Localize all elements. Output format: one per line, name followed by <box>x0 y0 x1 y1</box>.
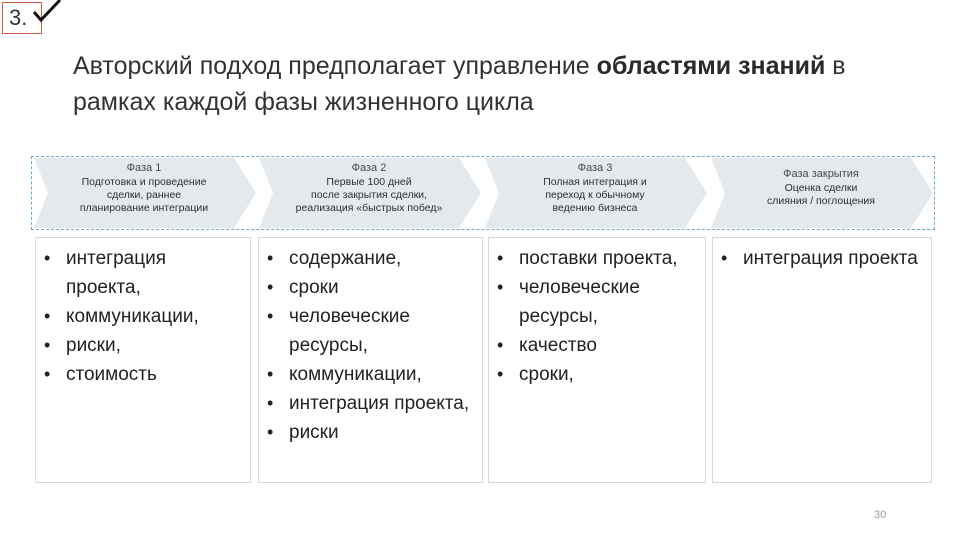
phase-1-line-2: сделки, раннее <box>106 189 182 201</box>
bullet-list <box>489 238 705 389</box>
list-item: • интеграция проекта, <box>66 244 246 302</box>
title-bold: областями знаний <box>596 52 826 80</box>
phase-1-line-1: Подготовка и проведение <box>81 176 207 188</box>
list-item: • содержание, <box>289 244 478 273</box>
list-item: • человеческие ресурсы, <box>519 273 701 331</box>
page-number: 30 <box>874 509 887 521</box>
phase-3-line-3: ведению бизнеса <box>552 202 638 214</box>
bullet-list <box>36 238 250 389</box>
phase-closing-line-1: Оценка сделки <box>784 182 858 194</box>
list-item: • коммуникации, <box>66 302 246 331</box>
phase-2-line-1: Первые 100 дней <box>326 176 412 188</box>
bullet-list <box>713 238 931 273</box>
phase-2-line-3: реализация «быстрых побед» <box>295 202 443 214</box>
list-item: • интеграция проекта <box>743 244 927 273</box>
phase-3-line-2: переход к обычному <box>545 189 645 201</box>
list-item: • качество <box>519 331 701 360</box>
slide-number: 3. <box>9 5 28 30</box>
phase-closing-title: Фаза закрытия <box>783 168 859 180</box>
phase-2-line-2: после закрытия сделки, <box>311 189 427 201</box>
list-item: • стоимость <box>66 360 246 389</box>
phase-1-line-3: планирование интеграции <box>79 202 209 214</box>
phase-2-arrow <box>259 158 481 228</box>
knowledge-areas-closing-phase <box>712 237 932 483</box>
phase-1-title: Фаза 1 <box>126 162 162 174</box>
knowledge-areas-phase-3 <box>488 237 706 483</box>
list-item: • сроки <box>289 273 478 302</box>
list-item: • сроки, <box>519 360 701 389</box>
list-item: • интеграция проекта, <box>289 389 478 418</box>
phase-closing-arrow <box>711 158 933 228</box>
phase-1-arrow <box>34 158 256 228</box>
phase-3-arrow <box>485 158 707 228</box>
title-part-2: в рамках каждой фазы жизненного цикла <box>73 52 846 116</box>
knowledge-areas-phase-1 <box>35 237 251 483</box>
bullet-list <box>259 238 482 447</box>
phase-closing-line-2: слияния / поглощения <box>767 195 875 207</box>
list-item: • риски, <box>66 331 246 360</box>
list-item: • человеческие ресурсы, <box>289 302 478 360</box>
slide-title <box>73 48 893 120</box>
phase-3-line-1: Полная интеграция и <box>543 176 647 188</box>
knowledge-areas-phase-2 <box>258 237 483 483</box>
phase-3-title: Фаза 3 <box>577 162 613 174</box>
title-part-1: Авторский подход предполагает управление <box>73 52 597 80</box>
list-item: • риски <box>289 418 478 447</box>
list-item: • коммуникации, <box>289 360 478 389</box>
checkmark-icon <box>30 0 64 26</box>
list-item: • поставки проекта, <box>519 244 701 273</box>
phase-2-title: Фаза 2 <box>351 162 387 174</box>
